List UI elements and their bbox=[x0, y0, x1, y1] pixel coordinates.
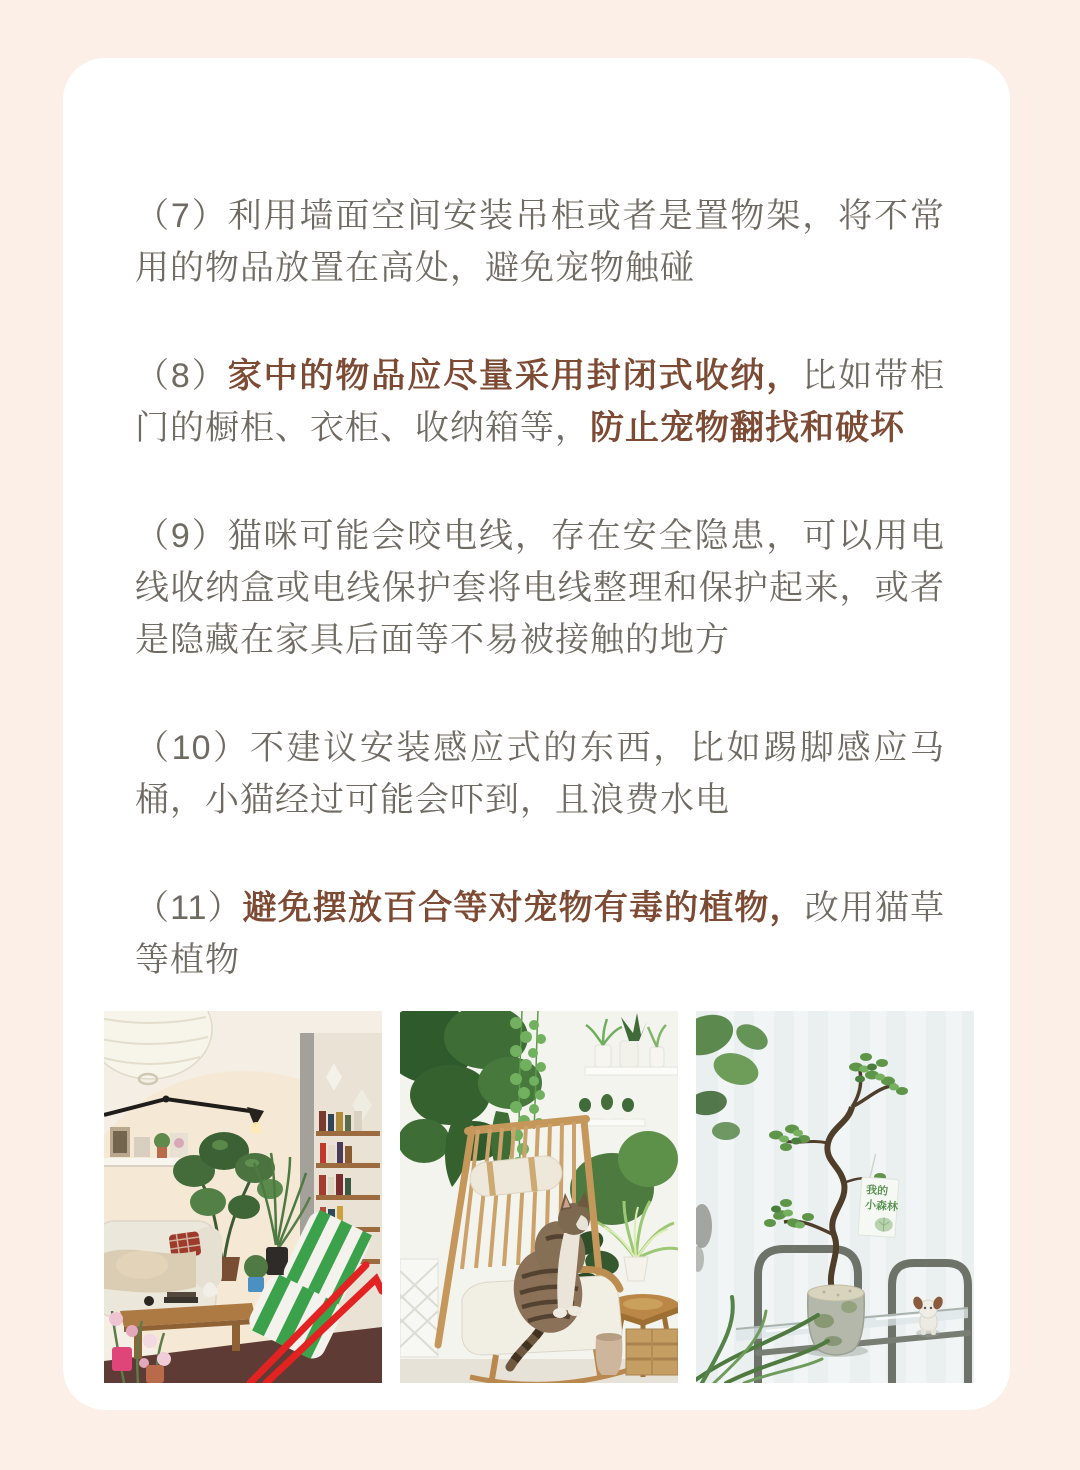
beige-vase bbox=[596, 1333, 623, 1375]
paragraph bbox=[135, 722, 945, 826]
article-text bbox=[63, 58, 1010, 986]
highlighted-text: 避免摆放百合等对宠物有毒的植物， bbox=[242, 889, 805, 927]
wooden-crate bbox=[626, 1329, 678, 1375]
highlighted-text: 家中的物品应尽量采用封闭式收纳， bbox=[227, 357, 803, 395]
body-text: （8） bbox=[135, 357, 228, 395]
content-card bbox=[63, 58, 1010, 1410]
photo-row bbox=[63, 1011, 1010, 1405]
body-text: （9）猫咪可能会咬电线，存在安全隐患，可以用电线收纳盒或电线保护套将电线整理和保护起来，或者是隐藏在家具后面等不易被接触的地方 bbox=[135, 517, 945, 659]
photo-living-room bbox=[104, 1011, 382, 1383]
body-text: （11） bbox=[135, 889, 243, 927]
photo-cat-rocking-chair bbox=[400, 1011, 678, 1383]
body-text: 比如带柜门的橱柜、衣柜、收纳箱等， bbox=[135, 357, 946, 447]
highlighted-text: 防止宠物翻找和破坏 bbox=[590, 409, 905, 447]
body-text: （10）不建议安装感应式的东西，比如踢脚感应马桶，小猫经过可能会吓到，且浪费水电 bbox=[135, 729, 945, 819]
svg-text:小森林: 小森林 bbox=[864, 1199, 899, 1214]
body-text: （7）利用墙面空间安装吊柜或者是置物架，将不常用的物品放置在高处，避免宠物触碰 bbox=[135, 197, 945, 287]
body-text: 改用猫草等植物 bbox=[135, 889, 946, 979]
paragraph bbox=[135, 190, 945, 294]
svg-text:我的: 我的 bbox=[865, 1184, 889, 1198]
paragraph bbox=[135, 350, 945, 454]
white-lattice bbox=[400, 1259, 438, 1357]
photo-bonsai-cart bbox=[696, 1011, 974, 1383]
paragraph bbox=[135, 510, 945, 666]
sofa bbox=[104, 1221, 222, 1317]
paragraph bbox=[135, 882, 945, 986]
stone-pot bbox=[808, 1285, 865, 1355]
